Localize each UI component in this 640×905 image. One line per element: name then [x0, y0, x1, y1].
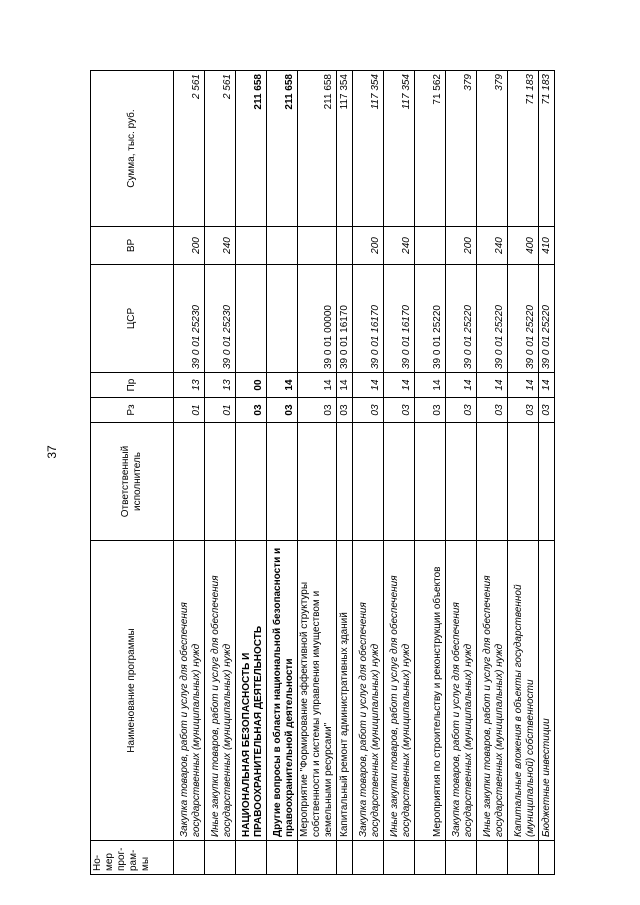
cell-name: Иные закупки товаров, работ и услуг для обеспечения государственных (муниципальных) нужд: [477, 541, 508, 841]
cell-vr: 240: [384, 227, 415, 265]
cell-pr: 14: [298, 373, 337, 398]
cell-rz: 03: [337, 398, 353, 423]
cell-num: [236, 841, 267, 875]
cell-executor: [446, 423, 477, 541]
cell-vr: 400: [508, 227, 539, 265]
cell-pr: 14: [477, 373, 508, 398]
table-row: [298, 71, 337, 875]
cell-name: Мероприятие "Формирование эффективной структуры собственности и системы управления имуществом и земельными ресурсами": [298, 541, 337, 841]
table-row: [337, 71, 353, 875]
cell-sum: 117 354: [337, 71, 353, 227]
cell-num: [508, 841, 539, 875]
cell-name: Бюджетные инвестиции: [539, 541, 555, 841]
header-rz: Рз: [91, 398, 174, 423]
header-sum: Сумма, тыс. руб.: [91, 71, 174, 227]
cell-sum: 71 562: [415, 71, 446, 227]
cell-name: Иные закупки товаров, работ и услуг для обеспечения государственных (муниципальных) нужд: [384, 541, 415, 841]
cell-rz: 03: [236, 398, 267, 423]
cell-vr: [267, 227, 298, 265]
table-row: [539, 71, 555, 875]
header-executor: Ответственный исполнитель: [91, 423, 174, 541]
cell-num: [267, 841, 298, 875]
cell-sum: 2 561: [205, 71, 236, 227]
cell-sum: 2 561: [174, 71, 205, 227]
cell-executor: [384, 423, 415, 541]
cell-vr: 200: [446, 227, 477, 265]
cell-csr: [236, 265, 267, 373]
cell-executor: [415, 423, 446, 541]
cell-num: [174, 841, 205, 875]
cell-name: Капитальный ремонт административных зданий: [337, 541, 353, 841]
budget-table: [90, 70, 555, 875]
cell-sum: 71 183: [508, 71, 539, 227]
cell-name: Другие вопросы в области национальной безопасности и правоохранительной деятельности: [267, 541, 298, 841]
cell-pr: 13: [174, 373, 205, 398]
cell-executor: [205, 423, 236, 541]
cell-rz: 03: [415, 398, 446, 423]
cell-rz: 01: [174, 398, 205, 423]
table-row: [415, 71, 446, 875]
cell-rz: 03: [384, 398, 415, 423]
cell-vr: 240: [205, 227, 236, 265]
header-program-number: Но-мер прог-рам-мы: [91, 841, 174, 875]
cell-pr: 14: [539, 373, 555, 398]
cell-num: [477, 841, 508, 875]
cell-sum: 211 658: [236, 71, 267, 227]
cell-rz: 03: [539, 398, 555, 423]
table-row: [446, 71, 477, 875]
cell-csr: 39 0 01 25220: [446, 265, 477, 373]
cell-name: Мероприятия по строительству и реконструкции объектов: [415, 541, 446, 841]
cell-num: [298, 841, 337, 875]
cell-executor: [267, 423, 298, 541]
cell-executor: [236, 423, 267, 541]
cell-sum: 117 354: [353, 71, 384, 227]
cell-csr: 39 0 01 25220: [539, 265, 555, 373]
cell-name: Иные закупки товаров, работ и услуг для обеспечения государственных (муниципальных) нужд: [205, 541, 236, 841]
cell-pr: 14: [267, 373, 298, 398]
table-row: [174, 71, 205, 875]
cell-pr: 14: [415, 373, 446, 398]
cell-sum: 379: [446, 71, 477, 227]
cell-pr: 14: [384, 373, 415, 398]
cell-vr: 200: [353, 227, 384, 265]
cell-csr: 39 0 01 00000: [298, 265, 337, 373]
cell-name: Закупка товаров, работ и услуг для обеспечения государственных (муниципальных) нужд: [446, 541, 477, 841]
cell-name: Закупка товаров, работ и услуг для обеспечения государственных (муниципальных) нужд: [174, 541, 205, 841]
cell-num: [337, 841, 353, 875]
cell-csr: 39 0 01 25230: [205, 265, 236, 373]
cell-csr: 39 0 01 16170: [384, 265, 415, 373]
cell-pr: 14: [353, 373, 384, 398]
rotated-page-content: [90, 71, 638, 875]
header-csr: ЦСР: [91, 265, 174, 373]
cell-executor: [298, 423, 337, 541]
table-row: [508, 71, 539, 875]
cell-rz: 03: [508, 398, 539, 423]
cell-name: НАЦИОНАЛЬНАЯ БЕЗОПАСНОСТЬ И ПРАВООХРАНИТЕЛЬНАЯ ДЕЯТЕЛЬНОСТЬ: [236, 541, 267, 841]
cell-num: [415, 841, 446, 875]
cell-csr: 39 0 01 16170: [353, 265, 384, 373]
cell-sum: 211 658: [267, 71, 298, 227]
header-vr: ВР: [91, 227, 174, 265]
cell-executor: [174, 423, 205, 541]
cell-csr: 39 0 01 25220: [415, 265, 446, 373]
cell-executor: [539, 423, 555, 541]
cell-vr: 200: [174, 227, 205, 265]
table-row: [353, 71, 384, 875]
cell-executor: [337, 423, 353, 541]
cell-executor: [477, 423, 508, 541]
cell-sum: 211 658: [298, 71, 337, 227]
cell-pr: 13: [205, 373, 236, 398]
cell-csr: 39 0 01 25230: [174, 265, 205, 373]
cell-pr: 14: [337, 373, 353, 398]
cell-sum: 71 183: [539, 71, 555, 227]
cell-name: Капитальные вложения в объекты государственной (муниципальной) собственности: [508, 541, 539, 841]
cell-vr: [298, 227, 337, 265]
header-pr: Пр: [91, 373, 174, 398]
cell-num: [539, 841, 555, 875]
cell-rz: 01: [205, 398, 236, 423]
cell-vr: [415, 227, 446, 265]
cell-name: Закупка товаров, работ и услуг для обеспечения государственных (муниципальных) нужд: [353, 541, 384, 841]
cell-sum: 117 354: [384, 71, 415, 227]
cell-rz: 03: [477, 398, 508, 423]
cell-rz: 03: [446, 398, 477, 423]
cell-num: [446, 841, 477, 875]
table-row: [236, 71, 267, 875]
page-number: 37: [45, 445, 59, 459]
cell-vr: 240: [477, 227, 508, 265]
cell-rz: 03: [298, 398, 337, 423]
cell-rz: 03: [353, 398, 384, 423]
table-row: [267, 71, 298, 875]
cell-vr: 410: [539, 227, 555, 265]
table-row: [477, 71, 508, 875]
cell-csr: 39 0 01 25220: [477, 265, 508, 373]
table-row: [384, 71, 415, 875]
header-program-name: Наименование программы: [91, 541, 174, 841]
cell-num: [353, 841, 384, 875]
table-header-row: [91, 71, 174, 875]
cell-num: [205, 841, 236, 875]
cell-num: [384, 841, 415, 875]
cell-vr: [337, 227, 353, 265]
cell-executor: [508, 423, 539, 541]
cell-csr: [267, 265, 298, 373]
cell-csr: 39 0 01 25220: [508, 265, 539, 373]
cell-sum: 379: [477, 71, 508, 227]
cell-csr: 39 0 01 16170: [337, 265, 353, 373]
cell-executor: [353, 423, 384, 541]
cell-pr: 14: [508, 373, 539, 398]
cell-rz: 03: [267, 398, 298, 423]
table-row: [205, 71, 236, 875]
cell-vr: [236, 227, 267, 265]
cell-pr: 14: [446, 373, 477, 398]
cell-pr: 00: [236, 373, 267, 398]
